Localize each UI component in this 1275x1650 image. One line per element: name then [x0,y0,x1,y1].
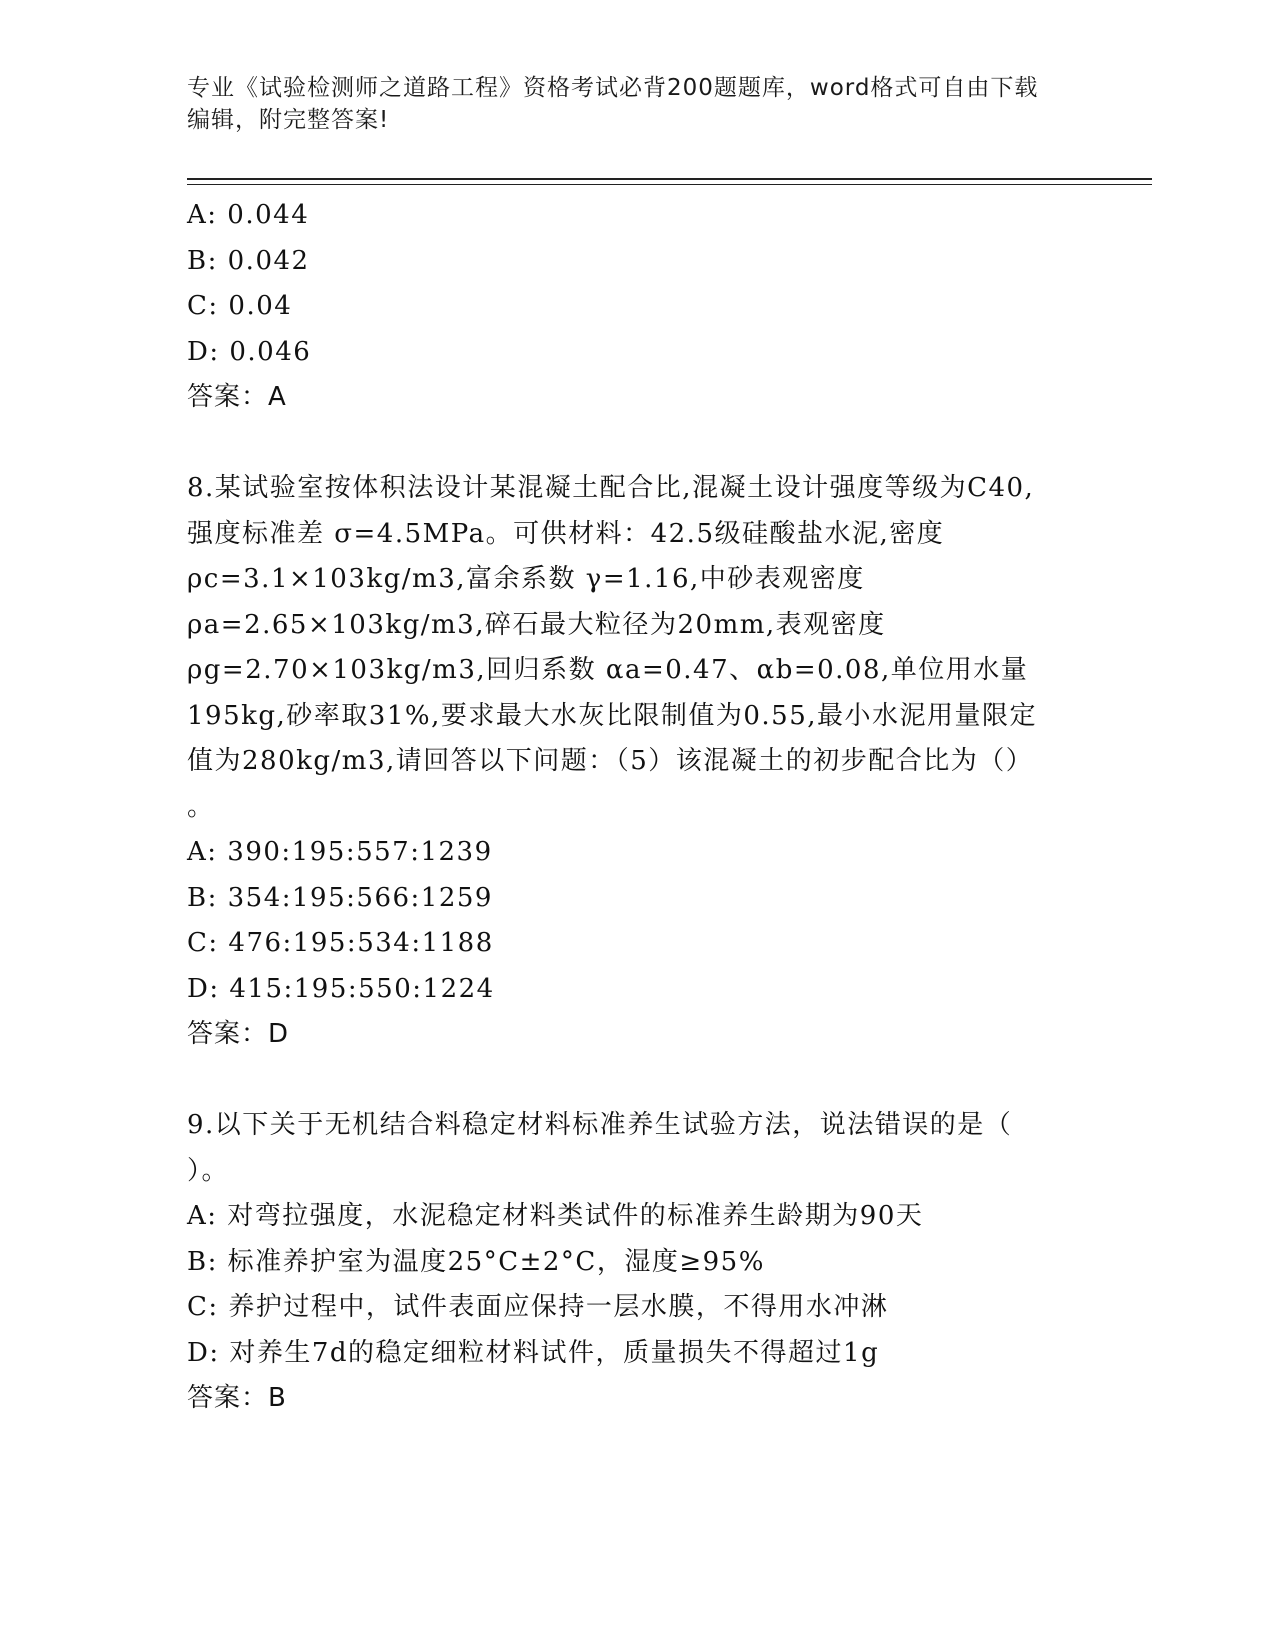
option-c: C: 养护过程中，试件表面应保持一层水膜，不得用水冲淋 [187,1292,889,1322]
spacer [187,421,1107,467]
question-8-line-4: ρa=2.65×103kg/m3,碎石最大粒径为20mm,表观密度 [187,609,886,640]
option-a: A: 390:195:557:1239 [187,837,493,867]
question-8-line-7: 值为280kg/m3,请回答以下问题：（5）该混凝土的初步配合比为（） [187,746,1034,776]
answer-line: 答案：D [187,1019,290,1049]
question-8-line-8: 。 [187,791,215,822]
option-b: B: 0.042 [187,245,310,276]
answer-line: 答案：A [187,382,287,412]
option-d: D: 0.046 [187,336,312,367]
question-8-line-5: ρg=2.70×103kg/m3,回归系数 αa=0.47、αb=0.08,单位用水量 [187,655,1029,685]
question-content [187,193,1107,1422]
option-b: B: 标准养护室为温度25°C±2°C，湿度≥95% [187,1246,765,1277]
spacer [187,1058,1107,1104]
prev-question-block [187,193,1107,421]
question-9-block [187,1103,1107,1422]
option-a: A: 对弯拉强度，水泥稳定材料类试件的标准养生龄期为90天 [187,1201,924,1231]
option-a: A: 0.044 [187,200,310,230]
page-header [187,72,1087,136]
option-c: C: 0.04 [187,291,293,321]
option-d: D: 对养生7d的稳定细粒材料试件，质量损失不得超过1g [187,1337,880,1368]
question-8-line-2: 强度标准差 σ=4.5MPa。可供材料：42.5级硅酸盐水泥,密度 [187,518,945,549]
option-b: B: 354:195:566:1259 [187,882,493,913]
header-line-2: 编辑，附完整答案! [187,107,390,133]
question-9-line-2: ）。 [187,1155,230,1186]
question-8-line-1: 8.某试验室按体积法设计某混凝土配合比,混凝土设计强度等级为C40, [187,473,1035,503]
question-8-block [187,466,1107,1058]
option-d: D: 415:195:550:1224 [187,973,495,1004]
header-rule-thick [187,178,1152,180]
header-line-1: 专业《试验检测师之道路工程》资格考试必背200题题库，word格式可自由下载 [187,75,1039,101]
question-8-line-6: 195kg,砂率取31%,要求最大水灰比限制值为0.55,最小水泥用量限定 [187,700,1037,731]
option-c: C: 476:195:534:1188 [187,928,494,958]
question-8-line-3: ρc=3.1×103kg/m3,富余系数 γ=1.16,中砂表观密度 [187,564,865,594]
header-rule-thin [187,184,1152,185]
answer-line: 答案：B [187,1383,287,1413]
question-9-line-1: 9.以下关于无机结合料稳定材料标准养生试验方法，说法错误的是（ [187,1110,1013,1140]
